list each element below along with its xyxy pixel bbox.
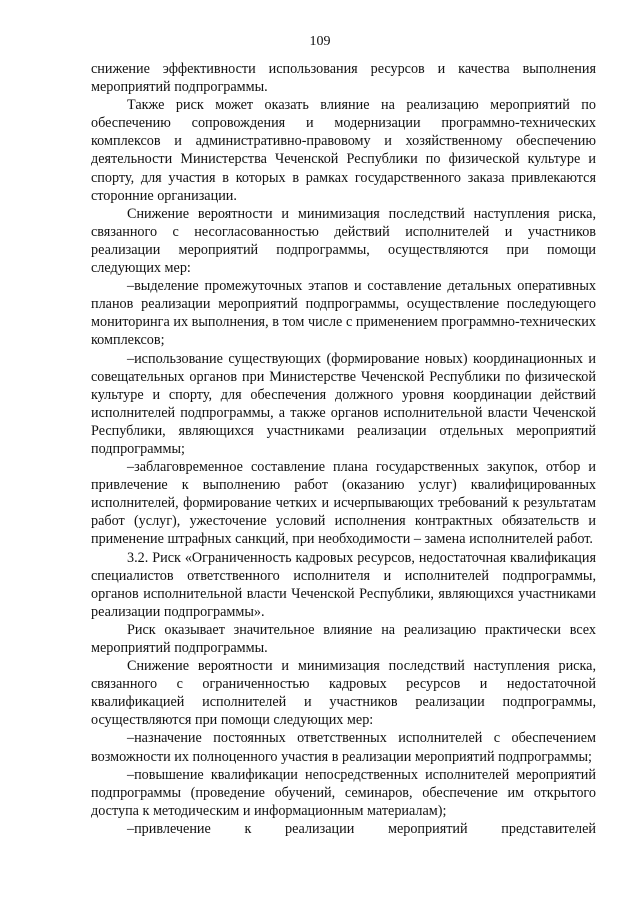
paragraph-1: снижение эффективности использования ресурсов и качества выполнения мероприятий подпрограммы.: [91, 61, 596, 96]
paragraph-3: Снижение вероятности и минимизация последствий наступления риска, связанного с несогласованностью действий исполнителей и участников реализации мероприятий подпрограммы, осуществляются при помощи следующих мер:: [91, 205, 596, 277]
paragraph-2: Также риск может оказать влияние на реализацию мероприятий по обеспечению сопровождения и модернизации программно-технических комплексов и административно-правовому и хозяйственному обеспечению деятельности Министерства Чеченской Республики по физической культуре и спорту, для участия в которых в рамках государственного заказа привлекаются сторонние организации.: [91, 97, 596, 204]
paragraph-7: 3.2. Риск «Ограниченность кадровых ресурсов, недостаточная квалификация специалистов ответственного исполнителя и исполнителей подпрограммы, органов исполнительной власти Чеченской Республики, являющихся участниками реализации подпрограммы».: [91, 549, 596, 620]
paragraph-11: –повышение квалификации непосредственных исполнителей мероприятий подпрограммы (проведение обучений, семинаров, обеспечение им открытого доступа к методическим и информационным материалам);: [91, 766, 596, 819]
paragraph-4: –выделение промежуточных этапов и составление детальных оперативных планов реализации мероприятий подпрограммы, осуществление последующего мониторинга их выполнения, в том числе с применением программно-технических комплексов;: [91, 278, 596, 349]
body-text: [91, 60, 596, 838]
paragraph-10: –назначение постоянных ответственных исполнителей с обеспечением возможности их полноценного участия в реализации мероприятий подпрограммы;: [91, 730, 596, 765]
paragraph-9: Снижение вероятности и минимизация последствий наступления риска, связанного с ограниченностью кадровых ресурсов и недостаточной квалификацией исполнителей и участников реализации подпрограммы, осуществляются при помощи следующих мер:: [91, 658, 596, 729]
paragraph-8: Риск оказывает значительное влияние на реализацию практически всех мероприятий подпрограммы.: [91, 621, 596, 656]
paragraph-5: –использование существующих (формирование новых) координационных и совещательных органов при Министерстве Чеченской Республики по физической культуре и спорту, для обеспечения должного уровня координации действий исполнителей подпрограммы, а также органов исполнительной власти Чеченской Республики, являющихся участниками реализации отдельных мероприятий подпрограммы;: [91, 350, 596, 457]
paragraph-6: –заблаговременное составление плана государственных закупок, отбор и привлечение к выполнению работ (оказанию услуг) квалифицированных исполнителей, формирование четких и исчерпывающих требований к результатам работ (услуг), ужесточение условий исполнения контрактных обязательств и применение штрафных санкций, при необходимости – замена исполнителей работ.: [91, 459, 596, 548]
paragraph-12: –привлечение к реализации мероприятий представителей: [127, 820, 596, 837]
page-number: 109: [309, 34, 331, 49]
